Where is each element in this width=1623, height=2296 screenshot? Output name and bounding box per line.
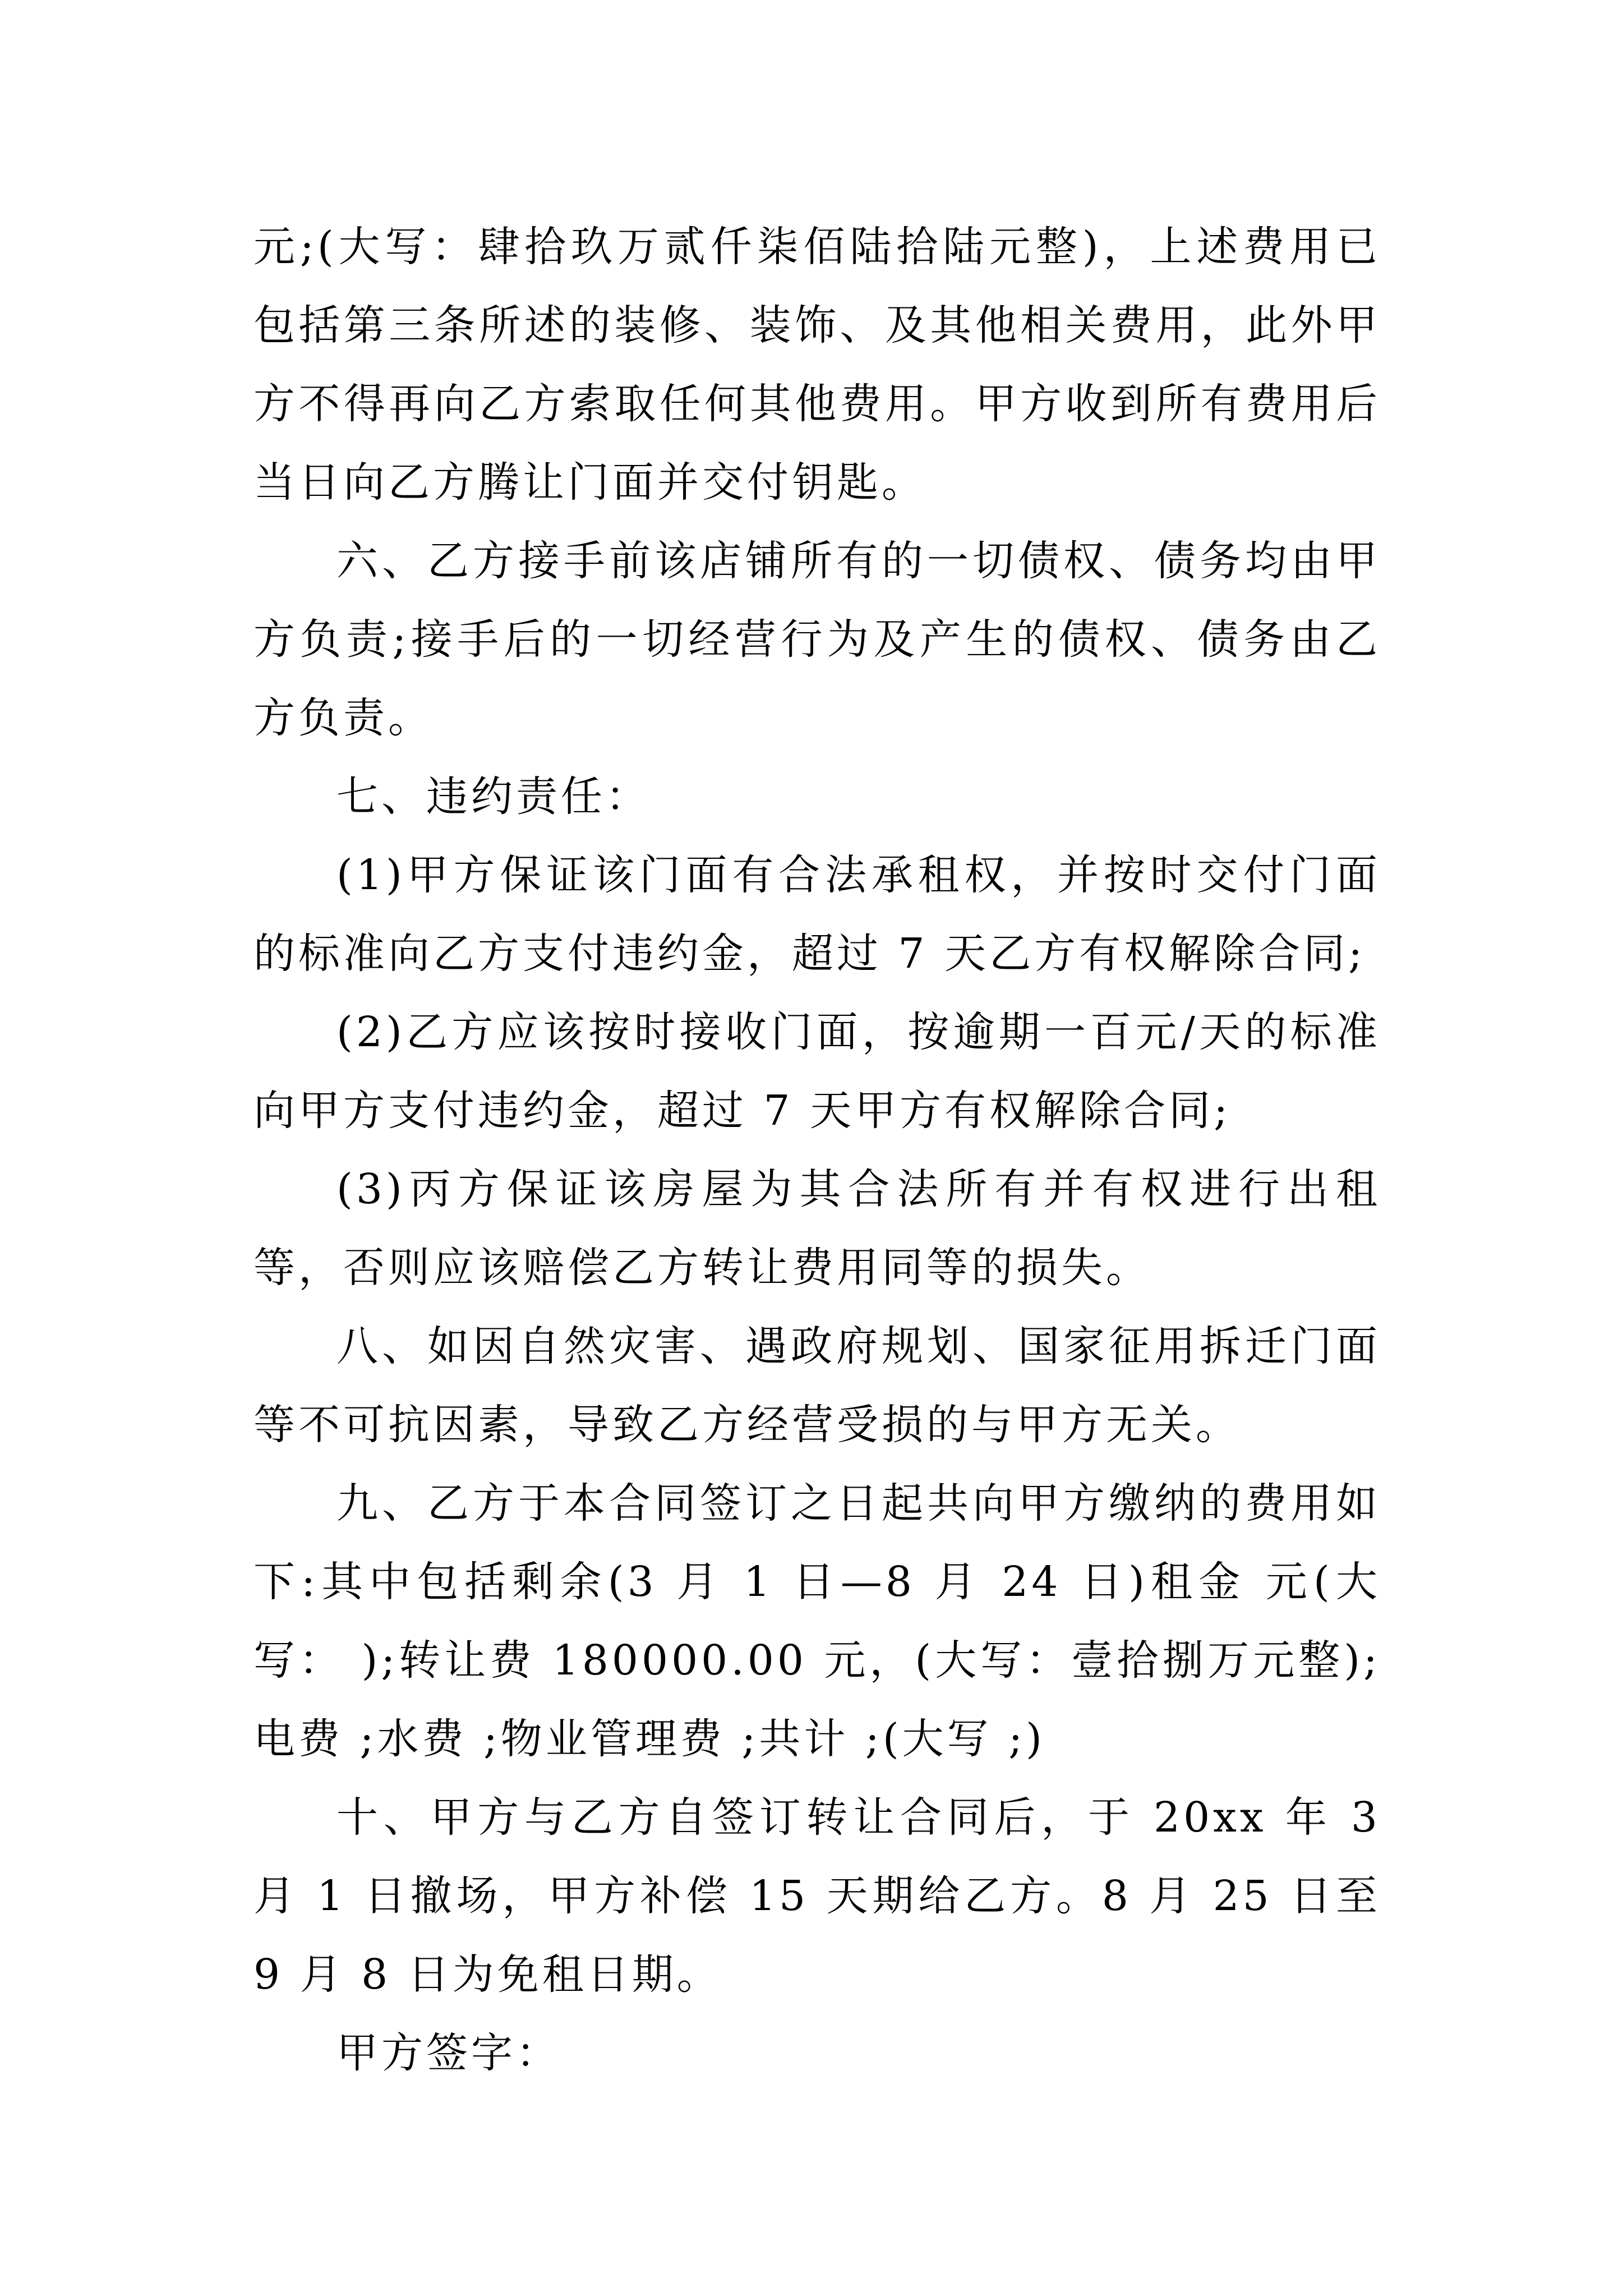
paragraph-clause-8: 八、如因自然灾害、遇政府规划、国家征用拆迁门面等不可抗因素，导致乙方经营受损的与甲方无关。 bbox=[253, 1322, 1381, 1449]
paragraph-clause-7-heading: 七、违约责任： bbox=[336, 772, 651, 821]
paragraph-clause-9: 九、乙方于本合同签订之日起共向甲方缴纳的费用如下:其中包括剩余(3 月 1 日—8 月 24 日)租金 元(大写： );转让费 180000.00 元，(大写：壹拾捌万元整);电费 ;水费 ;物业管理费 ;共计 ;(大写 ;) bbox=[253, 1479, 1381, 1763]
paragraph-clause-7-item-2: (2)乙方应该按时接收门面，按逾期一百元/天的标准向甲方支付违约金，超过 7 天甲方有权解除合同; bbox=[253, 1008, 1381, 1135]
paragraph-clause-7-item-3: (3)丙方保证该房屋为其合法所有并有权进行出租等，否则应该赔偿乙方转让费用同等的损失。 bbox=[253, 1165, 1381, 1292]
paragraph-clause-7-item-1: (1)甲方保证该门面有合法承租权，并按时交付门面的标准向乙方支付违约金，超过 7 天乙方有权解除合同; bbox=[253, 851, 1381, 978]
paragraph-payment-continued: 元;(大写：肆拾玖万贰仟柒佰陆拾陆元整)，上述费用已包括第三条所述的装修、装饰、及其他相关费用，此外甲方不得再向乙方索取任何其他费用。甲方收到所有费用后当日向乙方腾让门面并交付钥匙。 bbox=[253, 223, 1381, 507]
signature-party-a: 甲方签字： bbox=[336, 2029, 561, 2077]
contract-body bbox=[253, 208, 1381, 2092]
paragraph-clause-10: 十、甲方与乙方自签订转让合同后，于 20xx 年 3 月 1 日撤场，甲方补偿 15 天期给乙方。8 月 25 日至 9 月 8 日为免租日期。 bbox=[253, 1793, 1381, 1999]
paragraph-clause-6: 六、乙方接手前该店铺所有的一切债权、债务均由甲方负责;接手后的一切经营行为及产生的债权、债务由乙方负责。 bbox=[253, 537, 1381, 742]
